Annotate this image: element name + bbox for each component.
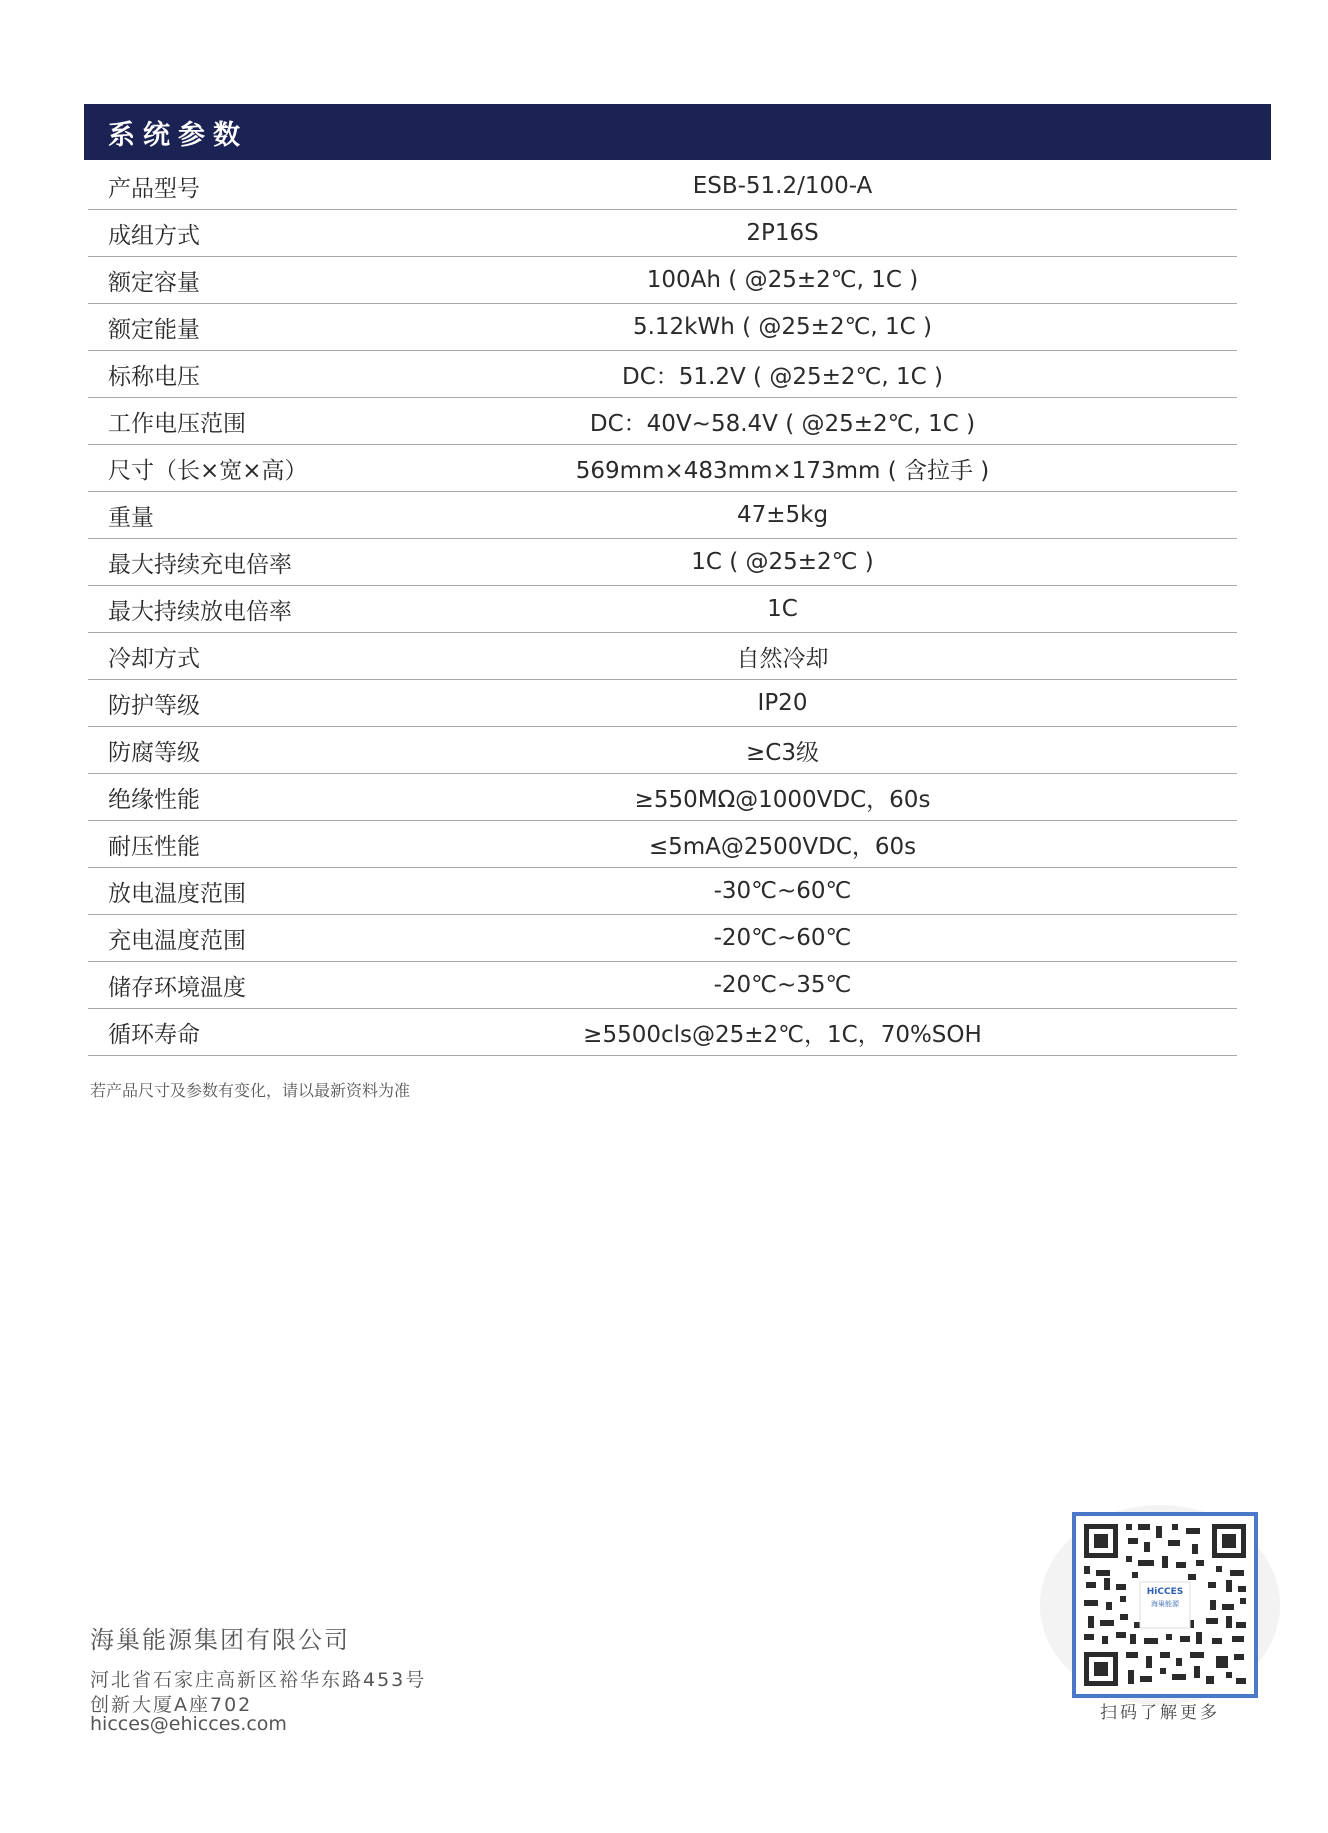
spec-value: -30℃~60℃	[508, 868, 1237, 915]
spec-value: -20℃~60℃	[508, 915, 1237, 962]
spec-value: 47±5kg	[508, 492, 1237, 539]
spec-value: 1C	[508, 586, 1237, 633]
table-row	[88, 962, 1237, 1009]
address-line-1: 河北省石家庄高新区裕华东路453号	[90, 1669, 427, 1691]
spec-value: ≥C3级	[508, 727, 1237, 774]
qr-center-logo	[1142, 1586, 1188, 1610]
table-row	[88, 633, 1237, 680]
spec-label: 充电温度范围	[88, 915, 508, 962]
table-row	[88, 210, 1237, 257]
spec-label: 储存环境温度	[88, 962, 508, 1009]
spec-label: 额定能量	[88, 304, 508, 351]
spec-label: 产品型号	[88, 163, 508, 210]
spec-label: 尺寸（长×宽×高）	[88, 445, 508, 492]
spec-value: DC：51.2V ( @25±2℃, 1C )	[508, 351, 1237, 398]
disclaimer-note: 若产品尺寸及参数有变化，请以最新资料为准	[90, 1081, 411, 1100]
spec-value: ESB-51.2/100-A	[508, 163, 1237, 210]
spec-value: -20℃~35℃	[508, 962, 1237, 1009]
qr-caption: 扫码了解更多	[1100, 1703, 1220, 1723]
spec-label: 成组方式	[88, 210, 508, 257]
table-row	[88, 257, 1237, 304]
spec-value: 自然冷却	[508, 633, 1237, 680]
table-row	[88, 398, 1237, 445]
spec-label: 防腐等级	[88, 727, 508, 774]
spec-label: 重量	[88, 492, 508, 539]
spec-label: 标称电压	[88, 351, 508, 398]
table-row	[88, 351, 1237, 398]
qr-code	[1072, 1512, 1258, 1698]
section-header-bar	[84, 104, 1271, 160]
qr-logo-text: HiCCES	[1146, 1587, 1184, 1597]
spec-label: 耐压性能	[88, 821, 508, 868]
spec-value: ≥550MΩ@1000VDC，60s	[508, 774, 1237, 821]
spec-label: 放电温度范围	[88, 868, 508, 915]
table-row	[88, 163, 1237, 210]
spec-label: 最大持续放电倍率	[88, 586, 508, 633]
spec-value: 2P16S	[508, 210, 1237, 257]
spec-label: 冷却方式	[88, 633, 508, 680]
section-title: 系统参数	[108, 119, 248, 151]
table-row	[88, 774, 1237, 821]
spec-table	[88, 163, 1237, 1056]
table-row	[88, 868, 1237, 915]
spec-label: 额定容量	[88, 257, 508, 304]
address-line-2: 创新大厦A座702	[90, 1694, 253, 1716]
spec-value: DC：40V~58.4V ( @25±2℃, 1C )	[508, 398, 1237, 445]
table-row	[88, 492, 1237, 539]
table-row	[88, 727, 1237, 774]
qr-logo-subtext: 海巢能源	[1151, 1600, 1179, 1608]
spec-value: ≤5mA@2500VDC，60s	[508, 821, 1237, 868]
table-row	[88, 915, 1237, 962]
table-row	[88, 539, 1237, 586]
spec-label: 绝缘性能	[88, 774, 508, 821]
spec-value: 5.12kWh ( @25±2℃, 1C )	[508, 304, 1237, 351]
table-row	[88, 821, 1237, 868]
contact-email[interactable]: hicces@ehicces.com	[90, 1713, 287, 1735]
spec-label: 循环寿命	[88, 1009, 508, 1056]
spec-label: 最大持续充电倍率	[88, 539, 508, 586]
spec-label: 工作电压范围	[88, 398, 508, 445]
company-name: 海巢能源集团有限公司	[90, 1626, 350, 1654]
table-row	[88, 680, 1237, 727]
table-row	[88, 445, 1237, 492]
spec-value: 100Ah ( @25±2℃, 1C )	[508, 257, 1237, 304]
table-row	[88, 586, 1237, 633]
spec-label: 防护等级	[88, 680, 508, 727]
table-row	[88, 304, 1237, 351]
spec-value: IP20	[508, 680, 1237, 727]
spec-value: 569mm×483mm×173mm ( 含拉手 )	[508, 445, 1237, 492]
spec-value: ≥5500cls@25±2℃，1C，70%SOH	[508, 1009, 1237, 1056]
spec-value: 1C ( @25±2℃ )	[508, 539, 1237, 586]
table-row	[88, 1009, 1237, 1056]
